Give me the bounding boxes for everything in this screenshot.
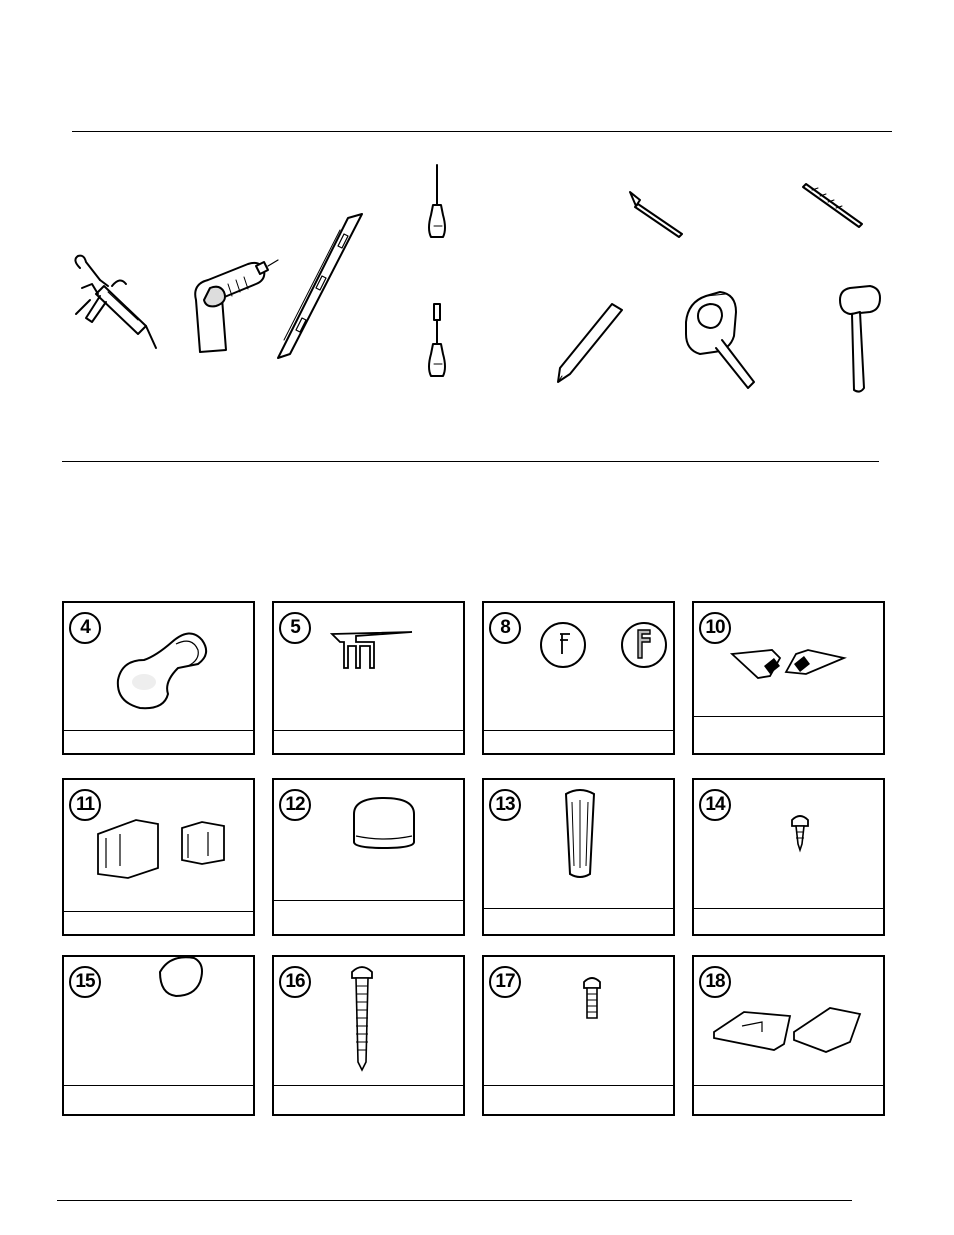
spirit-level-icon [278,214,362,358]
part-caption [484,730,673,753]
part-number-badge: 16 [279,966,311,998]
part-14-box [692,778,885,936]
part-caption [274,900,463,934]
part-15-box [62,955,255,1116]
part-number-badge: 12 [279,789,311,821]
part-13-box [482,778,675,936]
part-16-box [272,955,465,1116]
part-number-badge: 13 [489,789,521,821]
part-18-box [692,955,885,1116]
part-number-badge: 18 [699,966,731,998]
part-17-box [482,955,675,1116]
pencil-icon [558,304,622,382]
part-caption [694,1085,883,1114]
flat-screwdriver-icon [429,304,445,376]
part-caption [694,908,883,934]
part-caption [484,908,673,934]
part-caption [694,716,883,753]
part-caption [64,911,253,934]
part-caption [484,1085,673,1114]
part-caption [64,730,253,753]
part-number-badge: 14 [699,789,731,821]
part-caption [274,1085,463,1114]
part-number-badge: 15 [69,966,101,998]
part-11-box [62,778,255,936]
tile-drill-bit-icon [630,192,682,237]
part-caption [64,1085,253,1114]
part-4-box [62,601,255,755]
part-number-badge: 5 [279,612,311,644]
tools-panel [0,0,954,470]
part-12-box [272,778,465,936]
twist-drill-bit-icon [803,184,862,227]
part-caption [274,730,463,753]
tape-measure-icon [686,292,754,388]
part-number-badge: 17 [489,966,521,998]
part-5-box [272,601,465,755]
caulk-gun-icon [75,256,156,348]
part-number-badge: 10 [699,612,731,644]
part-10-box [692,601,885,755]
phillips-screwdriver-icon [429,165,445,237]
part-number-badge: 11 [69,789,101,821]
part-8-box [482,601,675,755]
part-number-badge: 4 [69,612,101,644]
rubber-mallet-icon [840,286,880,392]
power-drill-icon [195,260,278,352]
bottom-divider [57,1200,852,1201]
part-number-badge: 8 [489,612,521,644]
